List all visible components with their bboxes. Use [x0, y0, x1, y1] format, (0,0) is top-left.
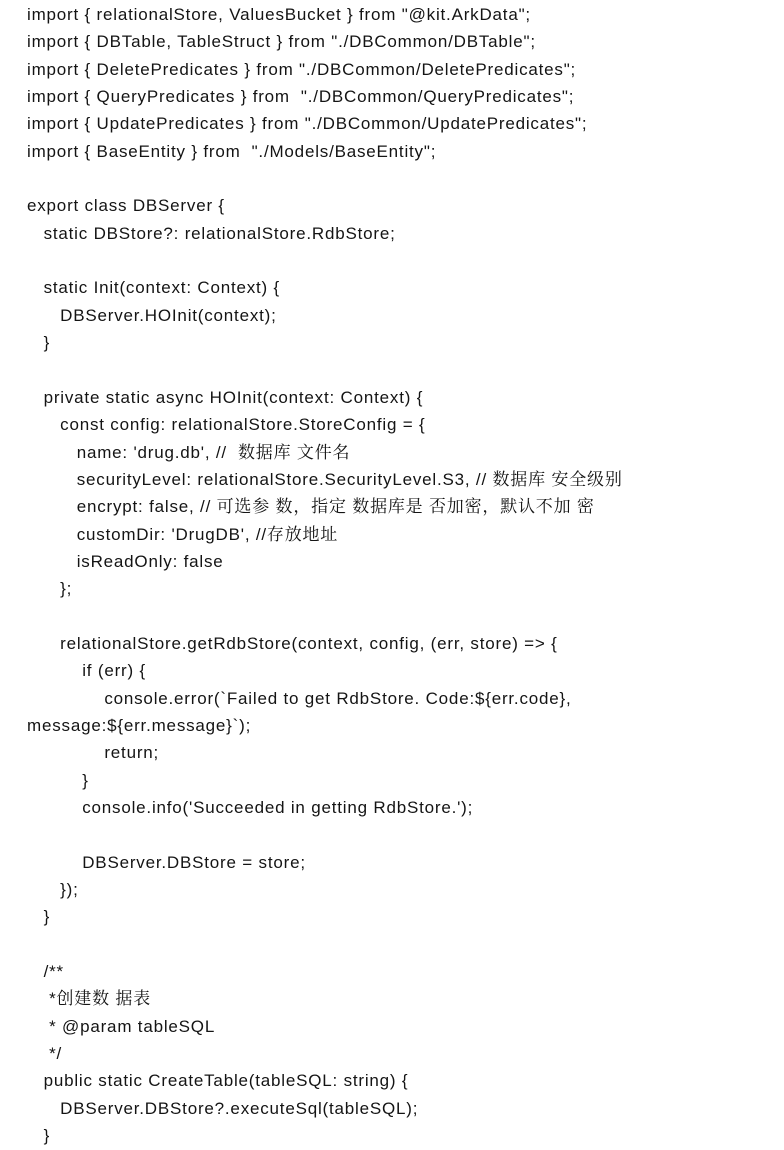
code-line: DBServer.DBStore = store; [27, 852, 306, 872]
code-line: customDir: 'DrugDB', //存放地址 [27, 524, 339, 544]
code-line: encrypt: false, // 可选参 数，指定 数据库是 否加密，默认不加 密 [27, 497, 595, 517]
code-line: name: 'drug.db', // 数据库 文件名 [27, 442, 351, 462]
code-line: const config: relationalStore.StoreConfig = { [27, 415, 426, 435]
code-line [27, 247, 784, 274]
code-line [27, 821, 784, 848]
code-line: import { relationalStore, ValuesBucket } from "@kit.ArkData"; [27, 5, 531, 24]
code-line: import { DeletePredicates } from "./DBCommon/DeletePredicates"; [27, 59, 577, 79]
code-line: private static async HOInit(context: Context) { [27, 387, 424, 407]
code-line [27, 165, 784, 192]
code-line: /** [27, 962, 64, 982]
code-line [27, 931, 784, 958]
code-line: isReadOnly: false [27, 551, 224, 571]
code-line: console.error(`Failed to get RdbStore. Code:${err.code}, [27, 688, 572, 708]
code-line: }; [27, 579, 73, 599]
code-line: export class DBServer { [27, 196, 225, 216]
code-line: static DBStore?: relationalStore.RdbStore; [27, 223, 396, 243]
code-line: } [27, 770, 89, 790]
code-line: securityLevel: relationalStore.SecurityLevel.S3, // 数据库 安全级别 [27, 469, 623, 489]
code-line: if (err) { [27, 661, 146, 681]
code-line: import { QueryPredicates } from "./DBCommon/QueryPredicates"; [27, 87, 575, 107]
code-line: } [27, 333, 51, 353]
code-line: } [27, 907, 51, 927]
code-line: return; [27, 743, 160, 763]
code-line [27, 356, 784, 383]
code-line: public static CreateTable(tableSQL: string) { [27, 1071, 409, 1091]
code-line: import { UpdatePredicates } from "./DBCommon/UpdatePredicates"; [27, 114, 588, 134]
code-line: static Init(context: Context) { [27, 278, 281, 298]
code-line [27, 603, 784, 630]
code-line: DBServer.HOInit(context); [27, 305, 277, 325]
code-line: */ [27, 1044, 63, 1064]
code-line: *创建数 据表 [27, 989, 152, 1009]
code-line: message:${err.message}`); [27, 715, 252, 735]
code-line: * @param tableSQL [27, 1016, 216, 1036]
code-line: import { DBTable, TableStruct } from "./DBCommon/DBTable"; [27, 32, 536, 52]
code-line: }); [27, 880, 79, 899]
code-line: import { BaseEntity } from "./Models/BaseEntity"; [27, 141, 437, 161]
code-line: console.info('Succeeded in getting RdbStore.'); [27, 797, 474, 817]
code-line: relationalStore.getRdbStore(context, config, (err, store) => { [27, 633, 558, 653]
code-line: DBServer.DBStore?.executeSql(tableSQL); [27, 1098, 419, 1118]
code-line: } [27, 1126, 51, 1146]
